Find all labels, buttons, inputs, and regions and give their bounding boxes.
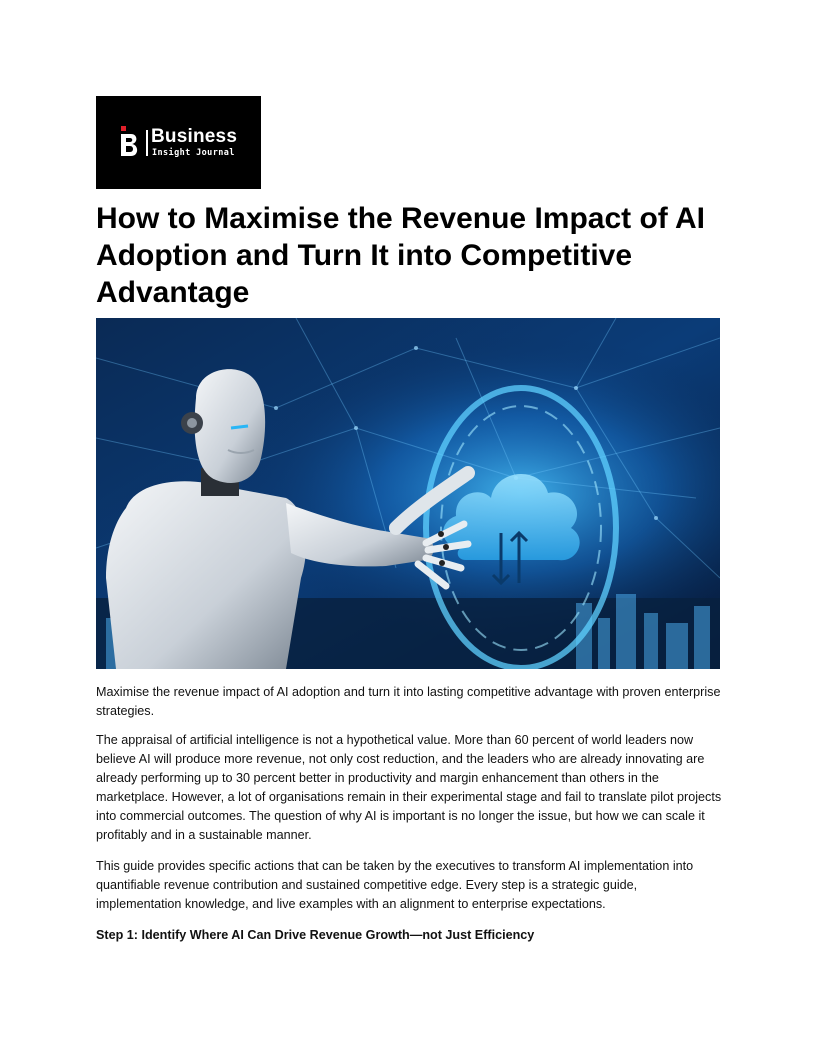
logo-divider: [146, 130, 148, 156]
logo-tagline: Insight Journal: [152, 148, 235, 158]
hero-image: [96, 318, 720, 669]
article-paragraph: This guide provides specific actions that can be taken by the executives to transform AI implementation into quantifiable revenue contribution and sustained competitive edge. Every step is a strategic guide, implementation knowledge, and live examples with an alignment to enterprise expectations.: [96, 859, 694, 911]
article-paragraph: The appraisal of artificial intelligence is not a hypothetical value. More than 60 percent of world leaders now believe AI will produce more revenue, not only cost reduction, and the leaders who are already innovating are already performing up to 30 percent better in productivity and margin enhancement than others in the marketplace. However, a lot of organisations remain in their experimental stage and fail to translate pilot projects into commercial outcomes. The question of why AI is important is no longer the issue, but how we can scale it profitably and in a sustainable manner.: [96, 733, 722, 842]
article-intro: Maximise the revenue impact of AI adoption and turn it into lasting competitive advantage with proven enterprise strategies.: [96, 685, 721, 718]
brand-mark-icon: [118, 126, 142, 158]
brand-logo: [96, 96, 261, 189]
logo-wordmark: Business: [151, 126, 238, 147]
article-title: How to Maximise the Revenue Impact of AI Adoption and Turn It into Competitive Advantage: [96, 202, 706, 309]
step-heading: Step 1: Identify Where AI Can Drive Revenue Growth—not Just Efficiency: [96, 928, 535, 942]
